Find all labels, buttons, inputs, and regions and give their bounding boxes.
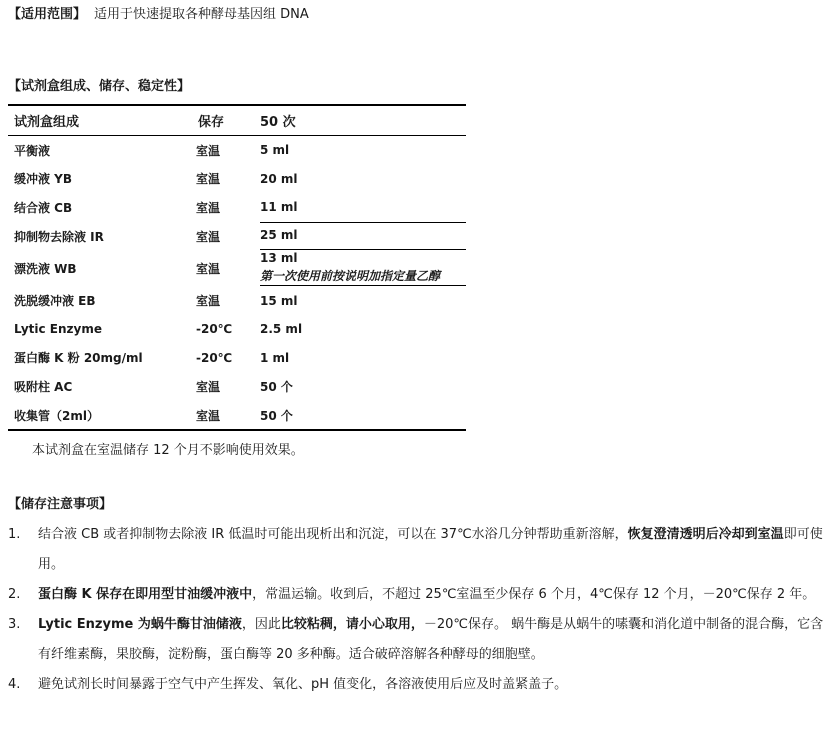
table-row	[8, 372, 466, 401]
row-storage: 室温	[196, 229, 221, 244]
note-text	[38, 520, 830, 580]
scope-text: 适用于快速提取各种酵母基因组 DNA	[94, 7, 309, 22]
row-storage: 室温	[196, 408, 221, 423]
row-storage: 室温	[196, 200, 221, 215]
row-storage: 室温	[196, 261, 221, 276]
note-text-bold: 恢复澄清透明后冷却到室温	[627, 527, 784, 542]
col-header-name: 试剂盒组成	[14, 115, 80, 130]
row-qty: 11 ml	[260, 200, 298, 215]
row-name: 洗脱缓冲液 EB	[14, 294, 96, 309]
row-qty: 50 个	[260, 379, 293, 394]
note-text	[38, 610, 830, 670]
note-text-run: 避免试剂长时间暴露于空气中产生挥发、氧化、pH 值变化，各溶液使用后应及时盖紧盖子。	[38, 677, 568, 692]
note-number: 3.	[8, 617, 21, 632]
row-storage: 室温	[196, 294, 221, 309]
notes-list	[8, 520, 830, 700]
row-storage: 室温	[196, 379, 221, 394]
row-qty-cell	[260, 250, 466, 286]
row-qty-note: 第一次使用前按说明加指定量乙醇	[260, 269, 441, 284]
table-row	[8, 315, 466, 344]
note-text-run: 结合液 CB 或者抑制物去除液 IR 低温时可能出现析出和沉淀，可以在 37℃水浴几分钟帮助重新溶解，	[38, 527, 628, 542]
col-header-qty: 50 次	[260, 115, 296, 130]
row-qty: 13 ml	[260, 251, 298, 266]
note-text	[38, 670, 830, 700]
row-name: 抑制物去除液 IR	[14, 229, 104, 244]
table-row	[8, 222, 466, 251]
note-text	[38, 580, 830, 610]
note-text-run: ，常温运输。收到后，不超过 25℃室温至少保存 6 个月，4℃保存 12 个月，－20℃保存 2 年。	[252, 587, 816, 602]
note-text-run: 即可使用。	[38, 527, 823, 572]
col-header-storage: 保存	[198, 115, 225, 130]
note-text-run: －20℃保存。 蜗牛酶是从蜗牛的嗉囊和消化道中制备的混合酶，它含有纤维素酶，果胶酶，淀粉酶，蛋白酶等 20 多种酶。适合破碎溶解各种酵母的细胞壁。	[38, 617, 824, 662]
note-item	[8, 520, 830, 580]
table-row	[8, 401, 466, 430]
scope-line	[8, 6, 309, 24]
note-text-bold: 蛋白酶 K 保存在即用型甘油缓冲液中	[38, 587, 253, 602]
table-row	[8, 165, 466, 194]
row-qty: 25 ml	[260, 222, 466, 251]
table-row	[8, 193, 466, 222]
note-number: 4.	[8, 677, 21, 692]
row-qty: 15 ml	[260, 293, 298, 308]
row-storage: -20℃	[196, 322, 233, 337]
note-number: 1.	[8, 527, 21, 542]
notes-heading: 【储存注意事项】	[8, 497, 113, 512]
row-qty: 2.5 ml	[260, 322, 303, 337]
table-row	[8, 344, 466, 373]
kit-table	[8, 104, 466, 431]
table-row	[8, 286, 466, 315]
row-name: 缓冲液 YB	[14, 172, 73, 187]
storage-note: 本试剂盒在室温储存 12 个月不影响使用效果。	[32, 443, 304, 458]
row-name: 结合液 CB	[14, 200, 73, 215]
scope-heading: 【适用范围】	[8, 7, 87, 22]
row-qty: 1 ml	[260, 350, 290, 365]
row-name: 蛋白酶 K 粉 20mg/ml	[14, 351, 143, 366]
row-storage: -20℃	[196, 350, 233, 365]
row-name: Lytic Enzyme	[14, 322, 102, 337]
row-name: 漂洗液 WB	[14, 261, 77, 276]
table-row	[8, 250, 466, 286]
row-qty: 50 个	[260, 408, 293, 423]
table-row	[8, 136, 466, 165]
row-storage: 室温	[196, 143, 221, 158]
note-item	[8, 580, 830, 610]
note-item	[8, 610, 830, 670]
row-storage: 室温	[196, 172, 221, 187]
note-text-bold: Lytic Enzyme 为蜗牛酶甘油储液	[38, 617, 242, 632]
kit-heading: 【试剂盒组成、储存、稳定性】	[8, 79, 191, 94]
note-text-run: ，因此	[241, 617, 281, 632]
kit-table-header	[8, 106, 466, 136]
row-qty: 5 ml	[260, 143, 290, 158]
note-number: 2.	[8, 587, 21, 602]
row-name: 收集管（2ml）	[14, 408, 99, 423]
row-qty: 20 ml	[260, 171, 298, 186]
note-text-bold: 比较粘稠，请小心取用，	[280, 617, 424, 632]
row-name: 平衡液	[14, 143, 51, 158]
note-item	[8, 670, 830, 700]
row-name: 吸附柱 AC	[14, 379, 73, 394]
